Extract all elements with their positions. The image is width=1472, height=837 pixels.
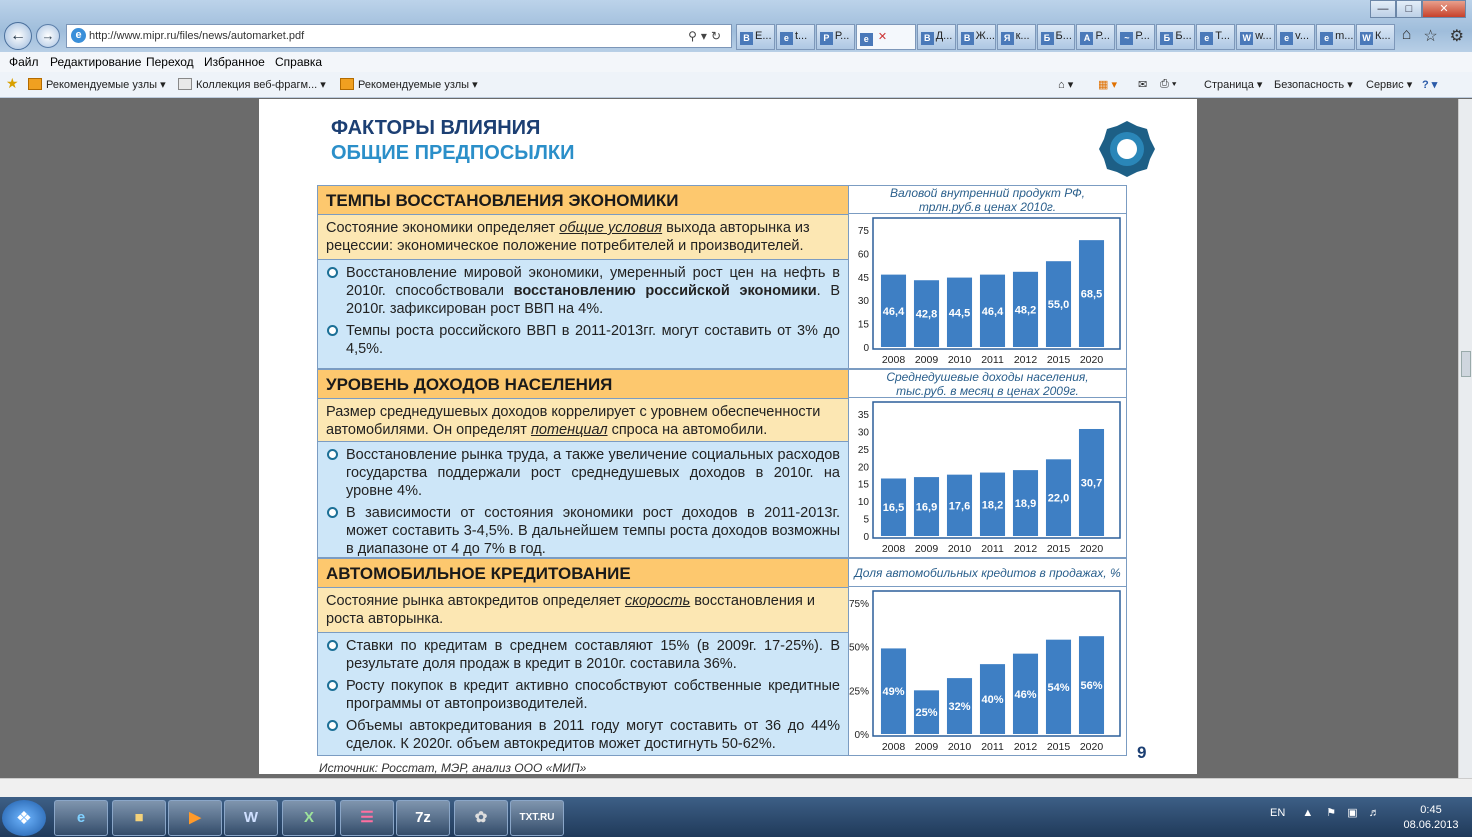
taskbar-app[interactable]: ✿ bbox=[454, 800, 508, 836]
bullet-item: В зависимости от состояния экономики рост доходов в 2011-2013г. может составить 3-4,5%. В дальнейшем темпы роста доходов возможны в диапазоне от 4 до 7% в год. bbox=[326, 504, 840, 558]
taskbar-ie[interactable]: e bbox=[54, 800, 108, 836]
bar-value-label: 44,5 bbox=[948, 307, 971, 320]
tab-strip bbox=[736, 24, 1396, 50]
tab-label: Е... bbox=[755, 30, 772, 42]
source-note: Источник: Росстат, МЭР, анализ ООО «МИП» bbox=[319, 761, 587, 775]
tab-favicon-icon: W bbox=[1360, 32, 1373, 45]
x-tick-label: 2008 bbox=[881, 741, 906, 753]
taskbar-folder[interactable]: ■ bbox=[112, 800, 166, 836]
tab-label: Т... bbox=[1215, 30, 1230, 42]
ie-toolbar-icons bbox=[1402, 26, 1464, 46]
home-icon[interactable]: ⌂ bbox=[1401, 26, 1412, 43]
menu-security[interactable]: Безопасность ▾ bbox=[1274, 79, 1353, 91]
taskbar-txtru[interactable]: TXT.RU bbox=[510, 800, 564, 836]
browser-tab[interactable] bbox=[816, 24, 855, 50]
x-tick-label: 2012 bbox=[1013, 543, 1038, 555]
bar-value-label: 30,7 bbox=[1080, 477, 1103, 490]
chart-title: Доля автомобильных кредитов в продажах, % bbox=[849, 558, 1127, 587]
x-tick-label: 2020 bbox=[1079, 543, 1104, 555]
language-indicator[interactable]: EN bbox=[1270, 807, 1286, 819]
tab-favicon-icon: W bbox=[1240, 32, 1253, 45]
favorites-bar bbox=[0, 72, 1472, 98]
y-tick-label: 60 bbox=[857, 249, 869, 261]
section-intro: Состояние рынка автокредитов определяет скорость восстановления и роста авторынка. bbox=[318, 588, 848, 633]
window-controls bbox=[1370, 0, 1466, 18]
rss-icon bbox=[340, 78, 354, 90]
menu-help[interactable]: Справка bbox=[275, 55, 323, 69]
x-tick-label: 2010 bbox=[947, 741, 972, 753]
y-tick-label: 75 bbox=[857, 226, 869, 237]
y-tick-label: 10 bbox=[857, 497, 869, 509]
scrollbar-thumb[interactable] bbox=[1461, 351, 1471, 377]
minimize-button[interactable]: — bbox=[1370, 0, 1396, 18]
y-tick-label: 0 bbox=[863, 343, 869, 354]
menu-edit[interactable]: Редактирование bbox=[50, 55, 142, 69]
chart-gdp bbox=[849, 185, 1127, 369]
x-tick-label: 2012 bbox=[1013, 741, 1038, 753]
bar-value-label: 17,6 bbox=[948, 500, 971, 513]
chart-svg bbox=[849, 587, 1126, 755]
section-bullets bbox=[318, 442, 848, 557]
tab-favicon-icon: e bbox=[1200, 32, 1213, 45]
bullet-item: Темпы роста российского ВВП в 2011-2013гг. могут составить от 3% до 4,5%. bbox=[326, 322, 840, 358]
tab-label: к... bbox=[1015, 30, 1030, 42]
tab-favicon-icon: P bbox=[820, 32, 833, 45]
x-tick-label: 2012 bbox=[1013, 354, 1038, 366]
bar-value-label: 40% bbox=[981, 694, 1004, 707]
feeds-icon[interactable]: ▦ ▾ bbox=[1098, 79, 1117, 91]
mail-icon[interactable]: ✉ bbox=[1138, 79, 1148, 91]
home-toolbar-icon[interactable]: ⌂ ▾ bbox=[1058, 79, 1074, 91]
y-tick-label: 5 bbox=[863, 514, 869, 526]
bar-value-label: 68,5 bbox=[1080, 288, 1103, 301]
tab-favicon-icon: e bbox=[1320, 32, 1333, 45]
browser-tab[interactable] bbox=[1076, 24, 1115, 50]
y-tick-label: 0 bbox=[863, 532, 869, 543]
browser-tab[interactable] bbox=[917, 24, 956, 50]
section-income bbox=[317, 369, 849, 558]
address-bar[interactable] bbox=[66, 24, 732, 48]
taskbar-winrar[interactable]: ☰ bbox=[340, 800, 394, 836]
tab-label: Б... bbox=[1175, 30, 1192, 42]
tab-label: Р... bbox=[1135, 30, 1150, 42]
taskbar-player[interactable]: ▶ bbox=[168, 800, 222, 836]
bar-value-label: 25% bbox=[915, 707, 938, 720]
help-icon[interactable]: ? ▾ bbox=[1422, 79, 1438, 91]
tab-favicon-icon: A bbox=[1080, 32, 1093, 45]
y-tick-label: 25% bbox=[849, 686, 869, 698]
section-economy bbox=[317, 185, 849, 369]
bar-value-label: 46,4 bbox=[981, 305, 1004, 318]
tab-favicon-icon: ~ bbox=[1120, 32, 1133, 45]
chart-box bbox=[849, 587, 1127, 756]
y-tick-label: 20 bbox=[857, 462, 869, 474]
bullet-item: Ставки по кредитам в среднем составляют 15% (в 2009г. 17-25%). В результате доля продаж в кредит в 2010г. составила 36%. bbox=[326, 637, 840, 673]
browser-tab[interactable] bbox=[856, 24, 916, 50]
bar-value-label: 46,4 bbox=[882, 305, 905, 318]
bar-value-label: 32% bbox=[948, 701, 971, 714]
bar-value-label: 55,0 bbox=[1047, 299, 1070, 312]
tab-favicon-icon: Б bbox=[1041, 32, 1054, 45]
x-tick-label: 2009 bbox=[914, 543, 939, 555]
maximize-button[interactable]: □ bbox=[1396, 0, 1422, 18]
y-tick-label: 25 bbox=[857, 444, 869, 456]
menu-favorites[interactable]: Избранное bbox=[204, 55, 265, 69]
clock[interactable]: 0:45 08.06.2013 bbox=[1403, 804, 1459, 831]
tab-favicon-icon: e bbox=[780, 32, 793, 45]
bar-value-label: 49% bbox=[882, 686, 905, 699]
y-tick-label: 15 bbox=[857, 319, 869, 331]
gear-icon[interactable]: ⚙ bbox=[1449, 28, 1464, 45]
y-tick-label: 35 bbox=[857, 410, 869, 421]
page-subtitle: ОБЩИЕ ПРЕДПОСЫЛКИ bbox=[331, 142, 575, 164]
x-tick-label: 2015 bbox=[1046, 543, 1071, 555]
tab-label: Ж... bbox=[975, 30, 995, 42]
tab-close-icon[interactable]: ✕ bbox=[874, 31, 888, 43]
menu-file[interactable]: Файл bbox=[9, 55, 39, 69]
y-tick-label: 15 bbox=[857, 479, 869, 491]
forward-button[interactable]: → bbox=[36, 24, 60, 48]
bullet-icon bbox=[327, 640, 338, 651]
chart-svg bbox=[849, 398, 1126, 557]
section-bullets bbox=[318, 633, 848, 755]
chart-title: Валовой внутренний продукт РФ, трлн.руб.в ценах 2010г. bbox=[849, 185, 1127, 214]
fav-item-1[interactable]: Рекомендуемые узлы ▾ bbox=[28, 78, 166, 91]
browser-tab[interactable] bbox=[1236, 24, 1275, 50]
y-tick-label: 50% bbox=[849, 642, 869, 654]
section-credit bbox=[317, 558, 849, 756]
page-title: ФАКТОРЫ ВЛИЯНИЯ bbox=[331, 117, 541, 139]
x-tick-label: 2011 bbox=[981, 741, 1004, 753]
tab-favicon-icon: Б bbox=[1160, 32, 1173, 45]
x-tick-label: 2011 bbox=[981, 543, 1004, 555]
volume-icon[interactable]: ♬ bbox=[1368, 807, 1380, 819]
rss-icon bbox=[28, 78, 42, 90]
tab-favicon-icon: Я bbox=[1001, 32, 1014, 45]
favorites-star-icon[interactable]: ★ bbox=[6, 75, 19, 91]
tab-label: Р... bbox=[1095, 30, 1110, 42]
pdf-page bbox=[259, 99, 1197, 774]
menu-page[interactable]: Страница ▾ bbox=[1204, 79, 1263, 91]
section-header: АВТОМОБИЛЬНОЕ КРЕДИТОВАНИЕ bbox=[318, 559, 848, 588]
bar-value-label: 18,9 bbox=[1014, 498, 1037, 511]
section-bullets bbox=[318, 260, 848, 368]
taskbar-7zip[interactable]: 7z bbox=[396, 800, 450, 836]
tab-label: К... bbox=[1375, 30, 1391, 42]
tab-favicon-icon: В bbox=[961, 32, 974, 45]
section-intro: Состояние экономики определяет общие условия выхода авторынка из рецессии: экономическое положение потребителей и производителей. bbox=[318, 215, 848, 260]
y-tick-label: 30 bbox=[857, 296, 869, 308]
y-tick-label: 75% bbox=[849, 599, 869, 610]
browser-tab[interactable] bbox=[736, 24, 775, 50]
section-header: УРОВЕНЬ ДОХОДОВ НАСЕЛЕНИЯ bbox=[318, 370, 848, 399]
x-tick-label: 2010 bbox=[947, 543, 972, 555]
menu-tools[interactable]: Сервис ▾ bbox=[1366, 79, 1413, 91]
tab-favicon-icon: e bbox=[860, 33, 873, 46]
bar-value-label: 16,9 bbox=[915, 501, 938, 514]
chart-title: Среднедушевые доходы населения, тыс.руб. в месяц в ценах 2009г. bbox=[849, 369, 1127, 398]
x-tick-label: 2011 bbox=[981, 354, 1004, 366]
x-tick-label: 2009 bbox=[914, 354, 939, 366]
bar-value-label: 16,5 bbox=[882, 502, 905, 515]
browser-tab[interactable] bbox=[1356, 24, 1395, 50]
x-tick-label: 2015 bbox=[1046, 354, 1071, 366]
company-logo-icon bbox=[1097, 119, 1157, 179]
tab-favicon-icon: e bbox=[1280, 32, 1293, 45]
y-tick-label: 45 bbox=[857, 272, 869, 284]
tab-label: w... bbox=[1255, 30, 1272, 42]
bar-value-label: 22,0 bbox=[1047, 492, 1070, 505]
system-tray bbox=[1270, 806, 1380, 819]
chart-svg bbox=[849, 214, 1126, 368]
flag-icon[interactable]: ⚑ bbox=[1326, 807, 1337, 819]
menu-bar bbox=[0, 52, 1472, 72]
chart-income bbox=[849, 369, 1127, 558]
section-header: ТЕМПЫ ВОССТАНОВЛЕНИЯ ЭКОНОМИКИ bbox=[318, 186, 848, 215]
tab-label: t... bbox=[794, 30, 808, 42]
browser-tab[interactable] bbox=[957, 24, 996, 50]
y-tick-label: 30 bbox=[857, 427, 869, 439]
chart-box bbox=[849, 398, 1127, 558]
browser-tab[interactable] bbox=[1037, 24, 1076, 50]
url-text: http://www.mipr.ru/files/news/automarket.pdf bbox=[89, 30, 305, 42]
browser-tab[interactable] bbox=[1276, 24, 1315, 50]
browser-tab[interactable] bbox=[776, 24, 815, 50]
x-tick-label: 2010 bbox=[947, 354, 972, 366]
taskbar-excel[interactable]: X bbox=[282, 800, 336, 836]
ie-page-icon: e bbox=[71, 28, 86, 43]
bullet-icon bbox=[327, 325, 338, 336]
chart-box bbox=[849, 214, 1127, 369]
browser-tab[interactable] bbox=[997, 24, 1036, 50]
browser-tab[interactable] bbox=[1156, 24, 1195, 50]
bullet-item: Росту покупок в кредит активно способствуют собственные кредитные программы от автопроизводителей. bbox=[326, 677, 840, 713]
vertical-scrollbar[interactable] bbox=[1458, 99, 1472, 778]
tab-favicon-icon: В bbox=[921, 32, 934, 45]
bullet-item: Восстановление мировой экономики, умеренный рост цен на нефть в 2010г. способствовали восстановлению российской экономики. В 2010г. зафиксирован рост ВВП на 4%. bbox=[326, 264, 840, 318]
tab-label: Р... bbox=[834, 30, 850, 42]
bullet-icon bbox=[327, 680, 338, 691]
chart-credit bbox=[849, 558, 1127, 756]
print-icon[interactable]: ⎙ ▾ bbox=[1160, 78, 1177, 90]
page-number: 9 bbox=[1137, 743, 1147, 762]
bar-value-label: 48,2 bbox=[1014, 304, 1037, 317]
bar-value-label: 42,8 bbox=[915, 308, 938, 321]
browser-titlebar bbox=[0, 0, 1472, 52]
bar-value-label: 46% bbox=[1014, 688, 1037, 701]
x-tick-label: 2008 bbox=[881, 543, 906, 555]
bar-value-label: 56% bbox=[1080, 680, 1103, 693]
section-intro: Размер среднедушевых доходов коррелирует с уровнем обеспеченности автомобилями. Он определят потенциал спроса на автомобили. bbox=[318, 399, 848, 442]
fav-item-2[interactable]: Коллекция веб-фрагм... ▾ bbox=[178, 78, 326, 91]
x-tick-label: 2009 bbox=[914, 741, 939, 753]
bar-value-label: 54% bbox=[1047, 681, 1070, 694]
x-tick-label: 2020 bbox=[1079, 354, 1104, 366]
tab-label: v... bbox=[1295, 30, 1310, 42]
close-button[interactable]: ✕ bbox=[1422, 0, 1466, 18]
browser-tab[interactable] bbox=[1316, 24, 1355, 50]
star-icon[interactable]: ☆ bbox=[1423, 28, 1438, 45]
tray-arrow-icon[interactable]: ▲ bbox=[1302, 807, 1314, 819]
x-tick-label: 2020 bbox=[1079, 741, 1104, 753]
back-button[interactable]: ← bbox=[4, 22, 32, 50]
status-bar bbox=[0, 778, 1472, 797]
tab-label: Б... bbox=[1055, 30, 1072, 42]
bullet-icon bbox=[327, 720, 338, 731]
bar-value-label: 18,2 bbox=[981, 499, 1004, 512]
browser-tab[interactable] bbox=[1116, 24, 1155, 50]
browser-tab[interactable] bbox=[1196, 24, 1235, 50]
webslice-icon bbox=[178, 78, 192, 90]
tab-label: Д... bbox=[935, 30, 953, 42]
taskbar-word[interactable]: W bbox=[224, 800, 278, 836]
x-tick-label: 2008 bbox=[881, 354, 906, 366]
bullet-item: Объемы автокредитования в 2011 году могут составить от 36 до 44% сделок. К 2020г. объем автокредитов может достигнуть 50-62%. bbox=[326, 717, 840, 753]
bullet-icon bbox=[327, 449, 338, 460]
tab-favicon-icon: В bbox=[740, 32, 753, 45]
menu-go[interactable]: Переход bbox=[146, 55, 194, 69]
bullet-icon bbox=[327, 507, 338, 518]
fav-item-3[interactable]: Рекомендуемые узлы ▾ bbox=[340, 78, 478, 91]
tab-label: m... bbox=[1335, 30, 1354, 42]
bullet-icon bbox=[327, 267, 338, 278]
network-icon[interactable]: ▣ bbox=[1347, 807, 1358, 819]
address-tools[interactable]: ⚲▾↻ bbox=[688, 29, 725, 43]
x-tick-label: 2015 bbox=[1046, 741, 1071, 753]
y-tick-label: 0% bbox=[854, 730, 869, 741]
start-button[interactable]: ❖ bbox=[2, 800, 46, 836]
bullet-item: Восстановление рынка труда, а также увеличение социальных расходов государства поддержали рост среднедушевых доходов в 2010г. на уровне 4%. bbox=[326, 446, 840, 500]
